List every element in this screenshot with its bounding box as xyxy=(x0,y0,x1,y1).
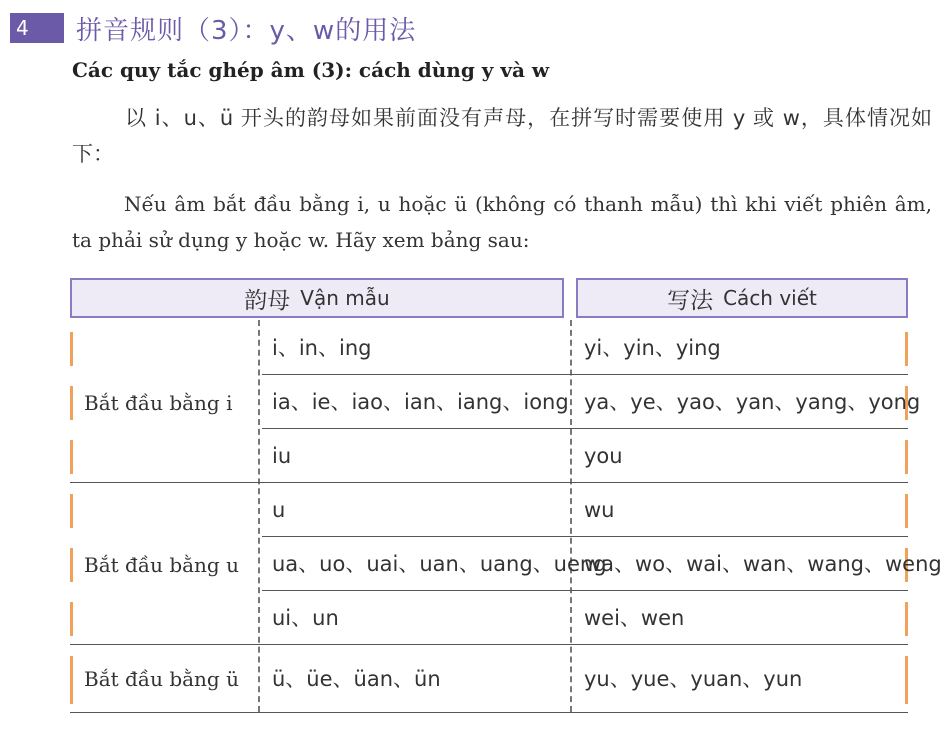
header-finals-vn: Vận mẫu xyxy=(300,286,390,310)
group-divider xyxy=(70,482,908,483)
table-header-finals xyxy=(70,278,564,318)
orange-marker xyxy=(70,602,73,636)
group-label-u-umlaut: Bắt đầu bằng ü xyxy=(84,667,239,691)
table-cell-final: i、in、ing xyxy=(272,336,372,360)
header-spelling-cn: 写法 xyxy=(667,287,714,314)
table-cell-final: u xyxy=(272,498,286,522)
group-label-u: Bắt đầu bằng u xyxy=(84,553,239,577)
column-divider-2 xyxy=(570,320,572,712)
table-cell-final: ü、üe、üan、ün xyxy=(272,667,441,691)
header-spelling-vn: Cách viết xyxy=(723,286,817,310)
orange-marker xyxy=(70,440,73,474)
orange-marker xyxy=(905,440,908,474)
header-finals-cn: 韵母 xyxy=(244,287,291,314)
orange-marker xyxy=(70,494,73,528)
table-cell-final: iu xyxy=(272,444,292,468)
table-cell-spelling: you xyxy=(584,444,623,468)
table-cell-final: ui、un xyxy=(272,606,339,630)
paragraph-vietnamese-text: Nếu âm bắt đầu bằng i, u hoặc ü (không có thanh mẫu) thì khi viết phiên âm, ta phải sử dụng y hoặc w. Hãy xem bảng sau: xyxy=(72,192,932,252)
section-title xyxy=(10,10,416,46)
column-divider-1 xyxy=(258,320,260,712)
section-number-badge: 4 xyxy=(10,13,64,43)
table-cell-spelling: yi、yin、ying xyxy=(584,336,721,360)
paragraph-chinese-text: 以 i、u、ü 开头的韵母如果前面没有声母，在拼写时需要使用 y 或 w，具体情况如下： xyxy=(72,106,932,166)
table-header-spelling xyxy=(576,278,908,318)
table-cell-final: ua、uo、uai、uan、uang、ueng xyxy=(272,552,607,576)
orange-marker xyxy=(905,656,908,704)
table-cell-spelling: wu xyxy=(584,498,615,522)
table-cell-spelling: yu、yue、yuan、yun xyxy=(584,667,803,691)
orange-marker xyxy=(70,386,73,420)
section-title-chinese: 拼音规则（3）：y、w的用法 xyxy=(76,15,417,46)
orange-marker xyxy=(70,656,73,704)
paragraph-vietnamese xyxy=(72,186,932,258)
orange-marker xyxy=(70,548,73,582)
section-title-vietnamese: Các quy tắc ghép âm (3): cách dùng y và w xyxy=(72,58,550,82)
table-bottom-border xyxy=(70,712,908,713)
group-label-i: Bắt đầu bằng i xyxy=(84,391,233,415)
orange-marker xyxy=(905,602,908,636)
group-divider xyxy=(70,644,908,645)
table-cell-spelling: wa、wo、wai、wan、wang、weng xyxy=(584,552,942,576)
table-cell-spelling: wei、wen xyxy=(584,606,685,630)
table-cell-spelling: ya、ye、yao、yan、yang、yong xyxy=(584,390,921,414)
orange-marker xyxy=(70,332,73,366)
orange-marker xyxy=(905,494,908,528)
table-cell-final: ia、ie、iao、ian、iang、iong xyxy=(272,390,569,414)
paragraph-chinese xyxy=(72,100,932,172)
orange-marker xyxy=(905,332,908,366)
